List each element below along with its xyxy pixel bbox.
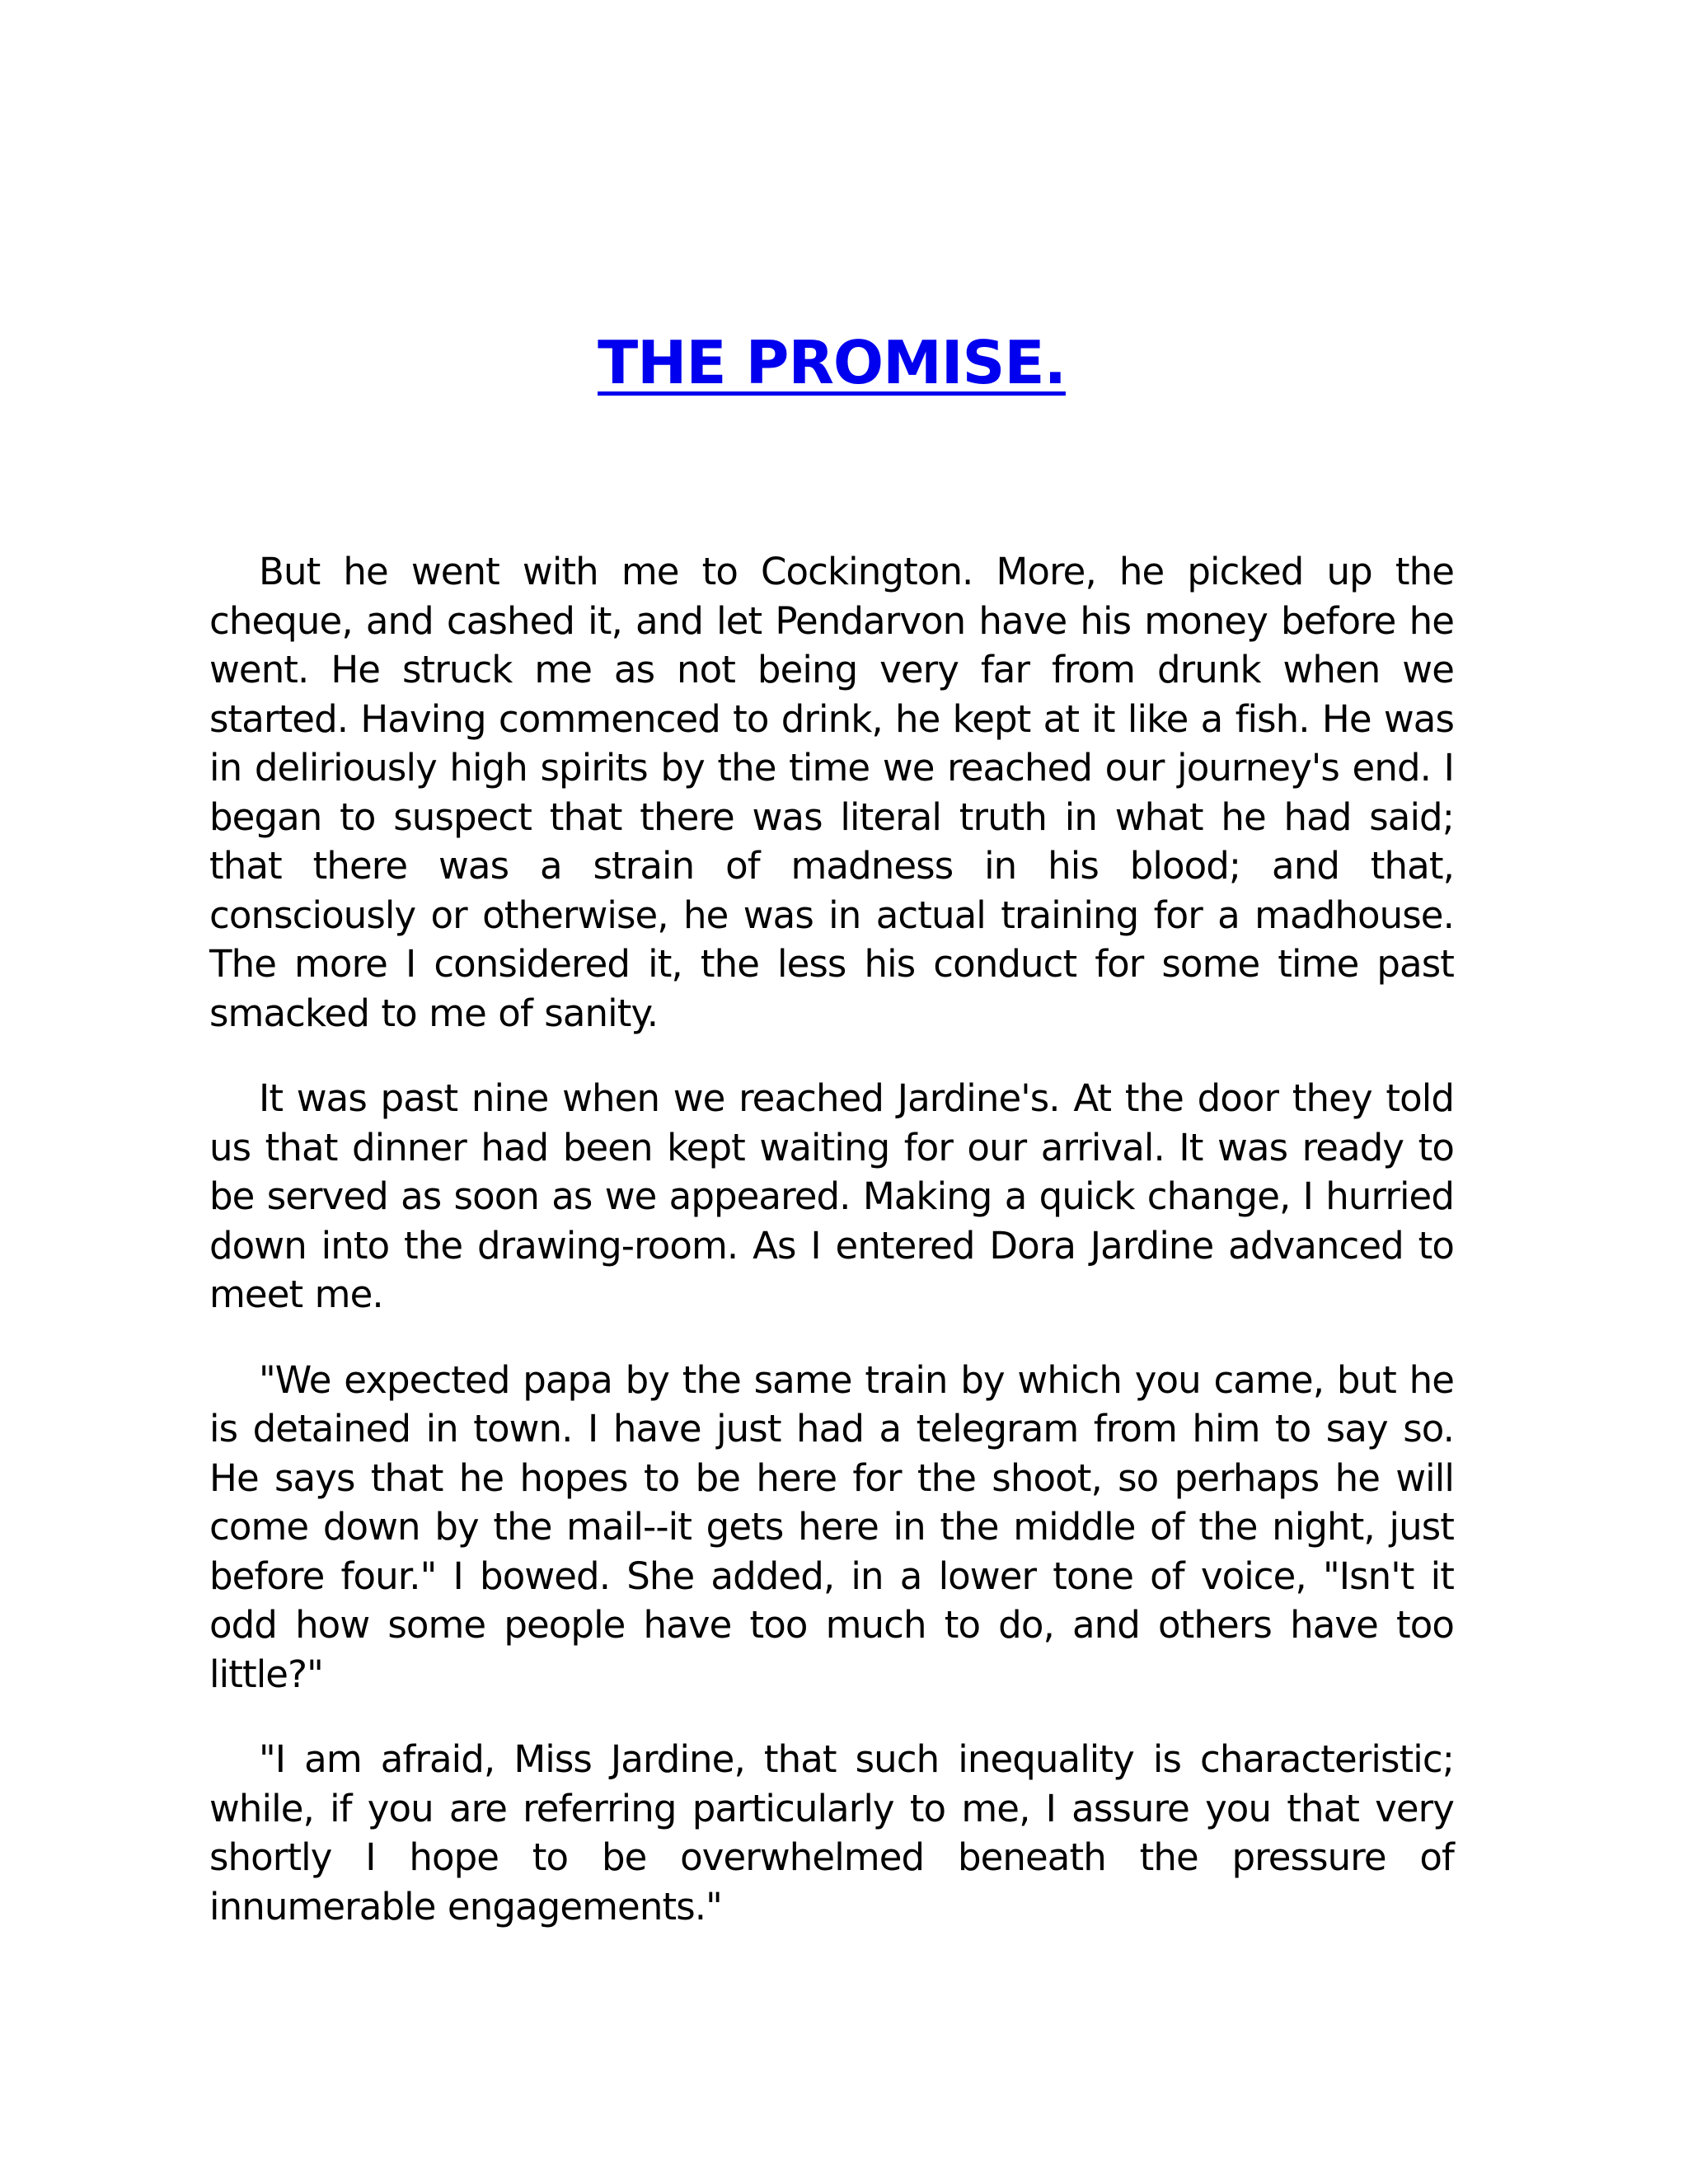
paragraph: "We expected papa by the same train by which you came, but he is detained in town. I have just had a telegram from him to say so. He says that he hopes to be here for the shoot, so perhaps he will come down by the mail--it gets here in the middle of the night, just before four." I bowed. She added, in a lower tone of voice, "Isn't it odd how some people have too much to do, and others have too little?" <box>209 1357 1454 1696</box>
chapter-title <box>209 323 1454 402</box>
paragraph: It was past nine when we reached Jardine's. At the door they told us that dinner had been kept waiting for our arrival. It was ready to be served as soon as we appeared. Making a quick change, I hurried down into the drawing-room. As I entered Dora Jardine advanced to meet me. <box>209 1076 1454 1316</box>
paragraph: But he went with me to Cockington. More, he picked up the cheque, and cashed it, and let Pendarvon have his money before he went. He struck me as not being very far from drunk when we started. Having commenced to drink, he kept at it like a fish. He was in deliriously high spirits by the time we reached our journey's end. I began to suspect that there was literal truth in what he had said; that there was a strain of madness in his blood; and that, consciously or otherwise, he was in actual training for a madhouse. The more I considered it, the less his conduct for some time past smacked to me of sanity. <box>209 550 1454 1035</box>
chapter-title-link[interactable]: THE PROMISE. <box>598 328 1066 397</box>
paragraph: "I am afraid, Miss Jardine, that such inequality is characteristic; while, if you are referring particularly to me, I assure you that very shortly I hope to be overwhelmed beneath the pressure of innumerable engagements." <box>209 1737 1454 1929</box>
chapter-body <box>209 547 1454 1967</box>
